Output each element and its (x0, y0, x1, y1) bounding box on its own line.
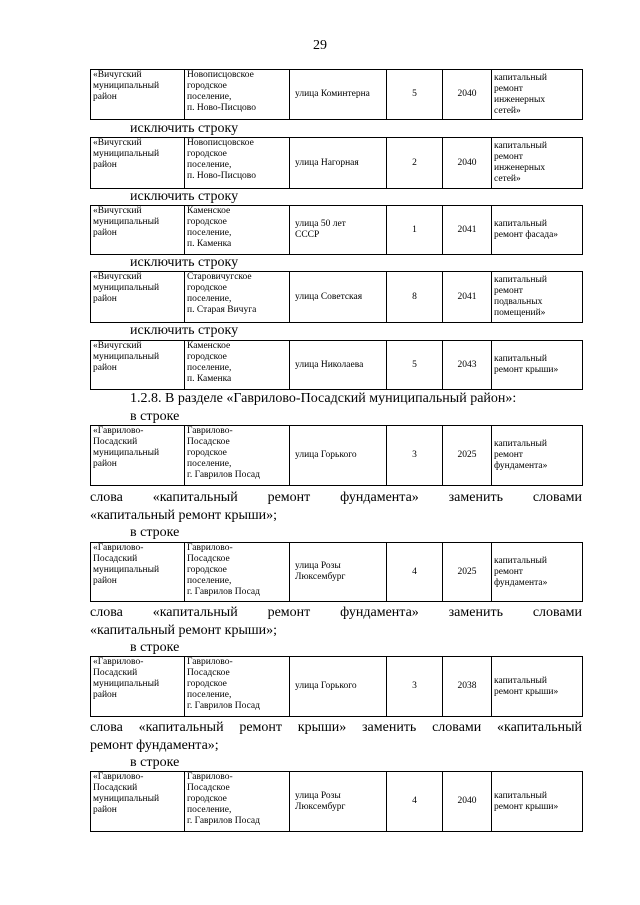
work-type-cell: капитальный ремонт крыши» (492, 772, 583, 832)
year-cell: 2041 (443, 272, 492, 323)
year-cell: 2025 (443, 543, 492, 602)
exclude-row-instruction: исключить строку (130, 121, 239, 136)
year-cell: 2040 (443, 138, 492, 189)
register-table-row (90, 137, 583, 189)
district-cell: «Вичугский муниципальный район (91, 341, 185, 390)
register-table-row (90, 271, 583, 323)
house-number-cell: 2 (387, 138, 443, 189)
section-heading: 1.2.8. В разделе «Гаврилово-Посадский муниципальный район»: (130, 391, 517, 406)
exclude-row-instruction: исключить строку (130, 255, 239, 270)
street-cell: улица Горького (290, 426, 387, 486)
district-cell: «Гаврилово- Посадский муниципальный район (91, 657, 185, 717)
register-table-row (90, 771, 583, 832)
in-row-label: в строке (130, 755, 180, 770)
exclude-row-instruction: исключить строку (130, 323, 239, 338)
settlement-cell: Гаврилово- Посадское городское поселение, г. Гаврилов Посад (185, 426, 290, 486)
street-cell: улица 50 лет СССР (290, 206, 387, 255)
settlement-cell: Старовичугское городское поселение, п. Старая Вичуга (185, 272, 290, 323)
district-cell: «Вичугский муниципальный район (91, 272, 185, 323)
house-number-cell: 5 (387, 341, 443, 390)
work-type-cell: капитальный ремонт фасада» (492, 206, 583, 255)
year-cell: 2040 (443, 772, 492, 832)
work-type-cell: капитальный ремонт крыши» (492, 341, 583, 390)
replace-instruction-line2: «капитальный ремонт крыши»; (90, 623, 278, 638)
district-cell: «Вичугский муниципальный район (91, 138, 185, 189)
work-type-cell: капитальный ремонт фундамента» (492, 543, 583, 602)
street-cell: улица Николаева (290, 341, 387, 390)
work-type-cell: капитальный ремонт крыши» (492, 657, 583, 717)
street-cell: улица Коминтерна (290, 70, 387, 120)
replace-instruction-line1: слова «капитальный ремонт крыши» заменить словами «капитальный (90, 720, 583, 735)
replace-instruction-line1: слова «капитальный ремонт фундамента» заменить словами (90, 605, 583, 620)
district-cell: «Гаврилово- Посадский муниципальный район (91, 772, 185, 832)
house-number-cell: 5 (387, 70, 443, 120)
year-cell: 2043 (443, 341, 492, 390)
work-type-cell: капитальный ремонт инженерных сетей» (492, 70, 583, 120)
year-cell: 2040 (443, 70, 492, 120)
register-table-row (90, 656, 583, 717)
settlement-cell: Каменское городское поселение, п. Каменка (185, 341, 290, 390)
settlement-cell: Гаврилово- Посадское городское поселение, г. Гаврилов Посад (185, 657, 290, 717)
house-number-cell: 8 (387, 272, 443, 323)
settlement-cell: Гаврилово- Посадское городское поселение, г. Гаврилов Посад (185, 543, 290, 602)
in-row-label: в строке (130, 525, 180, 540)
house-number-cell: 3 (387, 657, 443, 717)
register-table-row (90, 340, 583, 390)
street-cell: улица Нагорная (290, 138, 387, 189)
street-cell: улица Розы Люксембург (290, 543, 387, 602)
register-table-row (90, 425, 583, 486)
year-cell: 2025 (443, 426, 492, 486)
district-cell: «Гаврилово- Посадский муниципальный район (91, 426, 185, 486)
year-cell: 2038 (443, 657, 492, 717)
house-number-cell: 4 (387, 772, 443, 832)
replace-instruction-line1: слова «капитальный ремонт фундамента» заменить словами (90, 490, 583, 505)
in-row-label: в строке (130, 409, 180, 424)
in-row-label: в строке (130, 640, 180, 655)
house-number-cell: 3 (387, 426, 443, 486)
district-cell: «Вичугский муниципальный район (91, 70, 185, 120)
work-type-cell: капитальный ремонт фундамента» (492, 426, 583, 486)
house-number-cell: 4 (387, 543, 443, 602)
register-table-row (90, 542, 583, 602)
page-number: 29 (313, 38, 327, 53)
register-table-row (90, 69, 583, 120)
house-number-cell: 1 (387, 206, 443, 255)
settlement-cell: Новописцовское городское поселение, п. Ново-Писцово (185, 138, 290, 189)
district-cell: «Гаврилово- Посадский муниципальный район (91, 543, 185, 602)
register-table-row (90, 205, 583, 255)
street-cell: улица Горького (290, 657, 387, 717)
exclude-row-instruction: исключить строку (130, 189, 239, 204)
replace-instruction-line2: «капитальный ремонт крыши»; (90, 508, 278, 523)
settlement-cell: Каменское городское поселение, п. Каменка (185, 206, 290, 255)
district-cell: «Вичугский муниципальный район (91, 206, 185, 255)
work-type-cell: капитальный ремонт подвальных помещений» (492, 272, 583, 323)
street-cell: улица Розы Люксембург (290, 772, 387, 832)
settlement-cell: Новописцовское городское поселение, п. Ново-Писцово (185, 70, 290, 120)
street-cell: улица Советская (290, 272, 387, 323)
replace-instruction-line2: ремонт фундамента»; (90, 738, 219, 753)
settlement-cell: Гаврилово- Посадское городское поселение, г. Гаврилов Посад (185, 772, 290, 832)
year-cell: 2041 (443, 206, 492, 255)
work-type-cell: капитальный ремонт инженерных сетей» (492, 138, 583, 189)
